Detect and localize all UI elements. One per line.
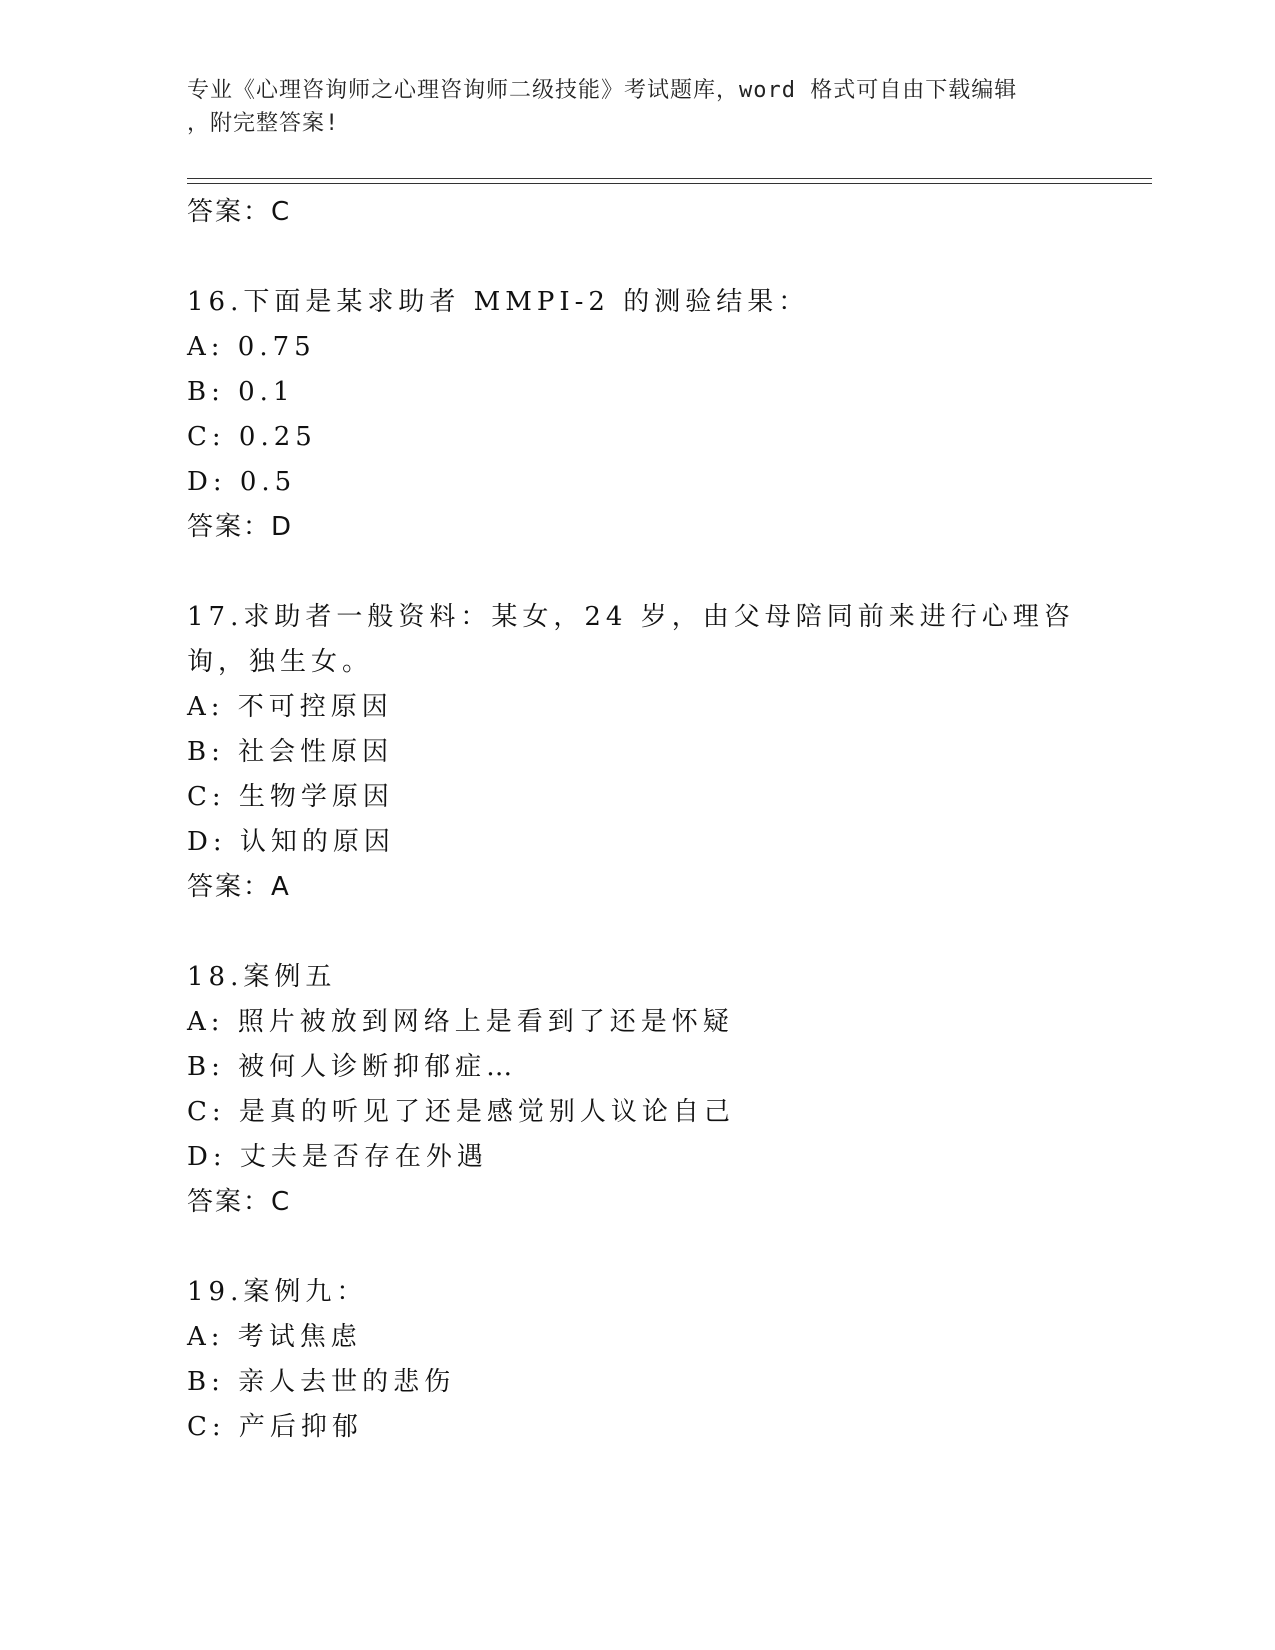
option-a: A: 0.75 <box>187 332 316 362</box>
option-b: B: 亲人去世的悲伤 <box>187 1367 456 1397</box>
option-c: C: 0.25 <box>187 422 317 452</box>
question-stem: 17.求助者一般资料：某女，24 岁，由父母陪同前来进行心理咨询，独生女。 <box>187 602 1075 677</box>
option-d: D: 丈夫是否存在外遇 <box>187 1142 488 1172</box>
header-divider <box>187 178 1152 179</box>
answer-line: 答案：A <box>187 872 291 902</box>
option-a: A: 照片被放到网络上是看到了还是怀疑 <box>187 1007 734 1037</box>
option-a: A: 不可控原因 <box>187 692 393 722</box>
option-d: D: 0.5 <box>187 467 297 497</box>
option-b: B: 社会性原因 <box>187 737 394 767</box>
question-list <box>187 190 1087 1450</box>
question-stem: 16.下面是某求助者 MMPI-2 的测验结果： <box>187 287 810 317</box>
option-b: B: 被何人诊断抑郁症… <box>187 1052 518 1082</box>
option-c: C: 生物学原因 <box>187 782 394 812</box>
option-c: C: 产后抑郁 <box>187 1412 363 1442</box>
header-line-1: 专业《心理咨询师之心理咨询师二级技能》考试题库，word 格式可自由下载编辑 <box>187 78 1018 103</box>
header-divider-second <box>187 183 1152 184</box>
question-stem: 18.案例五 <box>187 962 337 992</box>
question-18 <box>187 955 1087 1224</box>
question-16 <box>187 280 1087 549</box>
question-17 <box>187 595 1087 909</box>
question-19 <box>187 1270 1087 1450</box>
option-d: D: 认知的原因 <box>187 827 395 857</box>
answer-line: 答案：C <box>187 1187 292 1217</box>
option-c: C: 是真的听见了还是感觉别人议论自己 <box>187 1097 735 1127</box>
option-b: B: 0.1 <box>187 377 295 407</box>
question-stem: 19.案例九： <box>187 1277 368 1307</box>
document-header <box>187 74 1067 140</box>
answer-line: 答案：D <box>187 512 294 542</box>
header-line-2: ，附完整答案! <box>187 111 340 136</box>
option-a: A: 考试焦虑 <box>187 1322 362 1352</box>
answer-line: 答案：C <box>187 197 292 227</box>
